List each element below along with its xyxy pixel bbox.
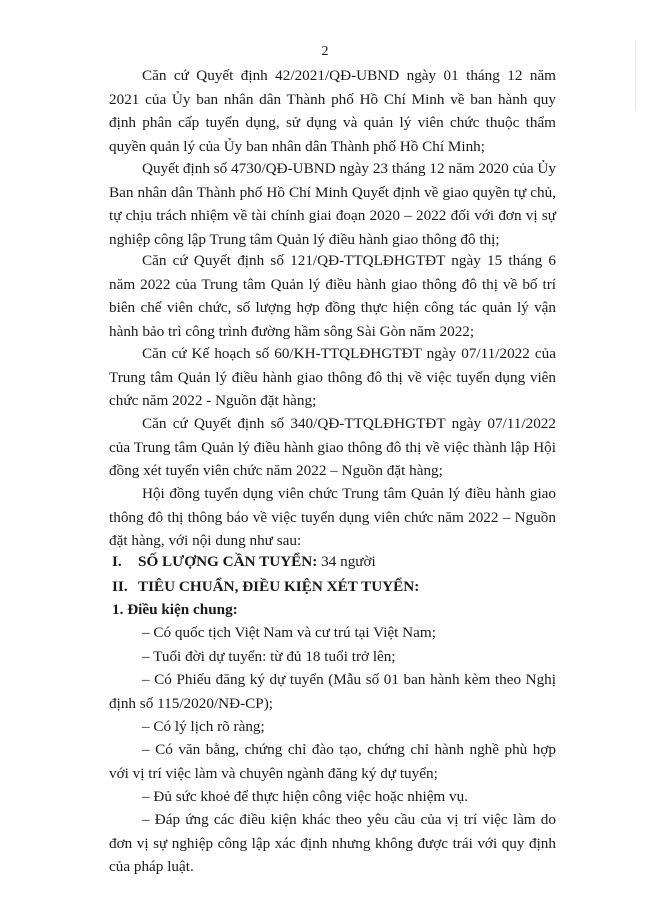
paragraph-legal-basis-5: Căn cứ Quyết định số 340/QĐ-TTQLĐHGTĐT ngày 07/11/2022 của Trung tâm Quản lý điều hành giao thông đô thị về việc thành lập Hội đồng xét tuyển viên chức năm 2022 – Nguồn đặt hàng; <box>109 415 556 479</box>
condition-item: – Đủ sức khoẻ để thực hiện công việc hoặc nhiệm vụ. <box>142 788 469 805</box>
section-number: II. <box>112 578 128 595</box>
paragraph-legal-basis-1: Căn cứ Quyết định 42/2021/QĐ-UBND ngày 01 tháng 12 năm 2021 của Ủy ban nhân dân Thành phố Hồ Chí Minh về ban hành quy định phân cấp tuyển dụng, sử dụng và quản lý viên chức thuộc thẩm quyền quản lý của Ủy ban nhân dân Thành phố Hồ Chí Minh; <box>109 67 556 155</box>
condition-item: – Có văn bằng, chứng chỉ đào tạo, chứng chỉ hành nghề phù hợp với vị trí việc làm và chuyên ngành đăng ký dự tuyển; <box>109 741 556 782</box>
section-heading-criteria <box>112 575 419 599</box>
condition-item: – Tuổi đời dự tuyển: từ đủ 18 tuổi trở lên; <box>142 648 396 665</box>
section-title: TIÊU CHUẨN, ĐIỀU KIỆN XÉT TUYỂN: <box>138 578 420 595</box>
condition-item: – Có lý lịch rõ ràng; <box>142 718 265 735</box>
section-heading-quantity <box>112 550 376 574</box>
paragraph-legal-basis-2: Quyết định số 4730/QĐ-UBND ngày 23 tháng 12 năm 2020 của Ủy Ban nhân dân Thành phố Hồ Chí Minh Quyết định về giao quyền tự chủ, tự chịu trách nhiệm về tài chính giai đoạn 2020 – 2022 đối với đơn vị sự nghiệp công lập Trung tâm Quản lý điều hành giao thông đô thị; <box>109 160 556 248</box>
section-title: SỐ LƯỢNG CẦN TUYỂN: <box>138 553 318 570</box>
section-number: I. <box>112 553 122 570</box>
condition-item: – Có Phiếu đăng ký dự tuyển (Mẫu số 01 ban hành kèm theo Nghị định số 115/2020/NĐ-CP); <box>109 671 556 712</box>
paragraph-announcement: Hội đồng tuyển dụng viên chức Trung tâm Quản lý điều hành giao thông đô thị thông báo về việc tuyển dụng viên chức năm 2022 – Nguồn đặt hàng, với nội dung như sau: <box>109 485 556 549</box>
page-number: 2 <box>321 44 329 59</box>
subsection-heading-general: 1. Điều kiện chung: <box>112 601 238 618</box>
paragraph-legal-basis-4: Căn cứ Kế hoạch số 60/KH-TTQLĐHGTĐT ngày 07/11/2022 của Trung tâm Quản lý điều hành giao thông đô thị về việc tuyển dụng viên chức năm 2022 - Nguồn đặt hàng; <box>109 345 556 409</box>
condition-item: – Có quốc tịch Việt Nam và cư trú tại Việt Nam; <box>142 624 436 641</box>
condition-item: – Đáp ứng các điều kiện khác theo yêu cầu của vị trí việc làm do đơn vị sự nghiệp công lập xác định nhưng không được trái với quy định của pháp luật. <box>109 811 556 875</box>
paragraph-legal-basis-3: Căn cứ Quyết định số 121/QĐ-TTQLĐHGTĐT ngày 15 tháng 6 năm 2022 của Trung tâm Quản lý điều hành giao thông đô thị về bố trí biên chế viên chức, số lượng hợp đồng thực hiện công tác quản lý vận hành bảo trì công trình đường hầm sông Sài Gòn năm 2022; <box>109 252 556 340</box>
section-value: 34 người <box>321 553 376 570</box>
